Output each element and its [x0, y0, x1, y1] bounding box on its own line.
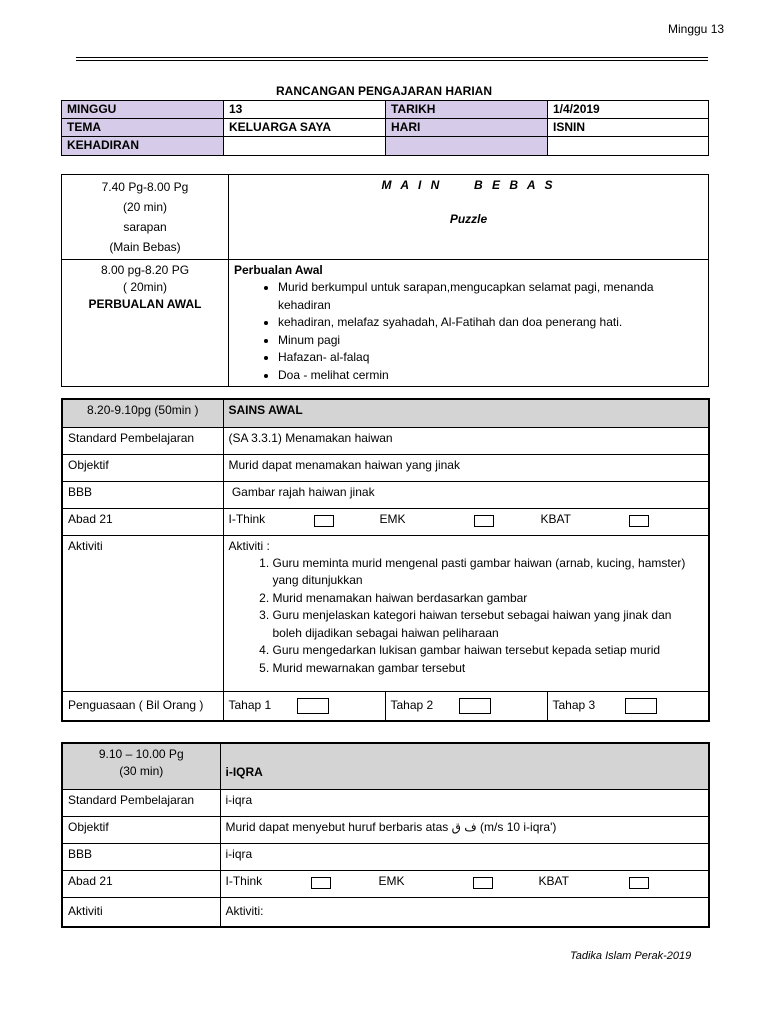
slot2-time-cell: [62, 260, 229, 387]
ithink-checkbox[interactable]: [311, 877, 331, 889]
page-title: RANCANGAN PENGAJARAN HARIAN: [275, 84, 492, 98]
list-item: • kehadiran, melafaz syahadah, Al-Fatihah dan doa penerang hati.: [278, 314, 703, 332]
iqra-objektif-label: Objektif: [62, 816, 220, 843]
list-item: 1. Guru meminta murid mengenal pasti gambar haiwan (arnab, kucing, hamster) yang ditunjukkan: [273, 555, 704, 590]
list-item: • Doa - melihat cermin: [278, 367, 703, 385]
slot1-title: M A I N B E B A S: [381, 178, 556, 192]
tahap3-label: Tahap 3: [552, 698, 596, 713]
sains-aktiviti-cell: [223, 535, 709, 691]
tahap1-box[interactable]: [297, 698, 329, 714]
iqra-bbb-value: i-iqra: [220, 843, 709, 870]
slot1-sub: (Main Bebas): [109, 240, 181, 254]
iqra-subject: i-IQRA: [220, 743, 709, 789]
morning-table: [61, 174, 709, 387]
ithink-checkbox[interactable]: [314, 515, 334, 527]
kehadiran-value: [224, 137, 386, 156]
iqra-aktiviti-value: Aktiviti:: [220, 897, 709, 927]
minggu-value: 13: [224, 101, 386, 119]
tarikh-label: TARIKH: [386, 101, 548, 119]
iqra-abad-row: [220, 870, 709, 897]
slot1-content-cell: [229, 175, 709, 260]
slot2-duration: ( 20min): [122, 280, 167, 294]
sains-abad-label: Abad 21: [62, 508, 223, 535]
sains-bbb-label: BBB: [62, 481, 223, 508]
slot2-time: 8.00 pg-8.20 PG: [100, 263, 190, 277]
tahap1-cell: [223, 691, 385, 721]
iqra-standard-value: i-iqra: [220, 789, 709, 816]
emk-checkbox[interactable]: [473, 877, 493, 889]
kbat-label: KBAT: [540, 511, 571, 526]
slot1-time: 7.40 Pg-8.00 Pg: [101, 180, 189, 194]
tahap2-label: Tahap 2: [390, 698, 434, 713]
info-table: [61, 100, 709, 156]
sains-aktiviti-label: Aktiviti: [62, 535, 223, 691]
slot1-duration: (20 min): [122, 200, 167, 214]
sains-table: [61, 398, 710, 722]
minggu-label: MINGGU: [62, 101, 224, 119]
iqra-table: [61, 742, 710, 928]
iqra-standard-label: Standard Pembelajaran: [62, 789, 220, 816]
slot1-time-cell: [62, 175, 229, 260]
kbat-label: KBAT: [538, 873, 569, 888]
iqra-bbb-label: BBB: [62, 843, 220, 870]
slot2-name: PERBUALAN AWAL: [88, 297, 202, 311]
iqra-time-cell: [62, 743, 220, 789]
tahap3-box[interactable]: [625, 698, 657, 714]
sains-standard-label: Standard Pembelajaran: [62, 427, 223, 454]
emk-label: EMK: [379, 511, 406, 526]
ithink-label: I-Think: [228, 511, 266, 526]
header-double-line: [76, 57, 708, 61]
list-item: • Hafazan- al-falaq: [278, 349, 703, 367]
emk-label: EMK: [378, 873, 405, 888]
slot1-activity: Puzzle: [449, 212, 488, 226]
iqra-time: 9.10 – 10.00 Pg: [98, 747, 184, 761]
list-item: 5. Murid mewarnakan gambar tersebut: [273, 660, 704, 678]
sains-aktiviti-list: [229, 555, 704, 678]
sains-time: 8.20-9.10pg (50min ): [62, 399, 223, 427]
list-item: 4. Guru mengedarkan lukisan gambar haiwan tersebut kepada setiap murid: [273, 642, 704, 660]
slot2-content-cell: [229, 260, 709, 387]
penguasaan-label: Penguasaan ( Bil Orang ): [62, 691, 223, 721]
emk-checkbox[interactable]: [474, 515, 494, 527]
list-item: 2. Murid menamakan haiwan berdasarkan gambar: [273, 590, 704, 608]
tema-label: TEMA: [62, 119, 224, 137]
iqra-objektif-value: Murid dapat menyebut huruf berbaris atas ف ق (m/s 10 i-iqra'): [220, 816, 709, 843]
slot2-list: [234, 279, 703, 384]
list-item: • Murid berkumpul untuk sarapan,mengucapkan selamat pagi, menanda kehadiran: [278, 279, 703, 314]
sains-objektif-value: Murid dapat menamakan haiwan yang jinak: [223, 454, 709, 481]
tema-value: KELUARGA SAYA: [224, 119, 386, 137]
sains-aktiviti-heading: Aktiviti :: [228, 538, 270, 553]
iqra-abad-label: Abad 21: [62, 870, 220, 897]
kehadiran-extra-value: [548, 137, 709, 156]
kehadiran-label: KEHADIRAN: [62, 137, 224, 156]
footer-text: Tadika Islam Perak-2019: [570, 950, 692, 962]
ithink-label: I-Think: [225, 873, 263, 888]
tahap2-box[interactable]: [459, 698, 491, 714]
iqra-duration: (30 min): [119, 764, 164, 778]
tahap3-cell: [547, 691, 709, 721]
kbat-checkbox[interactable]: [629, 877, 649, 889]
hari-label: HARI: [386, 119, 548, 137]
tarikh-value: 1/4/2019: [548, 101, 709, 119]
slot1-name: sarapan: [123, 220, 167, 234]
sains-standard-value: (SA 3.3.1) Menamakan haiwan: [223, 427, 709, 454]
kbat-checkbox[interactable]: [629, 515, 649, 527]
sains-bbb-value: Gambar rajah haiwan jinak: [223, 481, 709, 508]
iqra-aktiviti-label: Aktiviti: [62, 897, 220, 927]
sains-abad-row: [223, 508, 709, 535]
kehadiran-extra: [386, 137, 548, 156]
list-item: 3. Guru menjelaskan kategori haiwan tersebut sebagai haiwan yang jinak dan boleh dijadikan sebagai haiwan peliharaan: [273, 607, 704, 642]
list-item: • Minum pagi: [278, 332, 703, 350]
tahap1-label: Tahap 1: [228, 698, 272, 713]
hari-value: ISNIN: [548, 119, 709, 137]
week-label: Minggu 13: [668, 22, 725, 36]
tahap2-cell: [385, 691, 547, 721]
sains-subject: SAINS AWAL: [223, 399, 709, 427]
slot2-heading: Perbualan Awal: [234, 263, 323, 277]
sains-objektif-label: Objektif: [62, 454, 223, 481]
